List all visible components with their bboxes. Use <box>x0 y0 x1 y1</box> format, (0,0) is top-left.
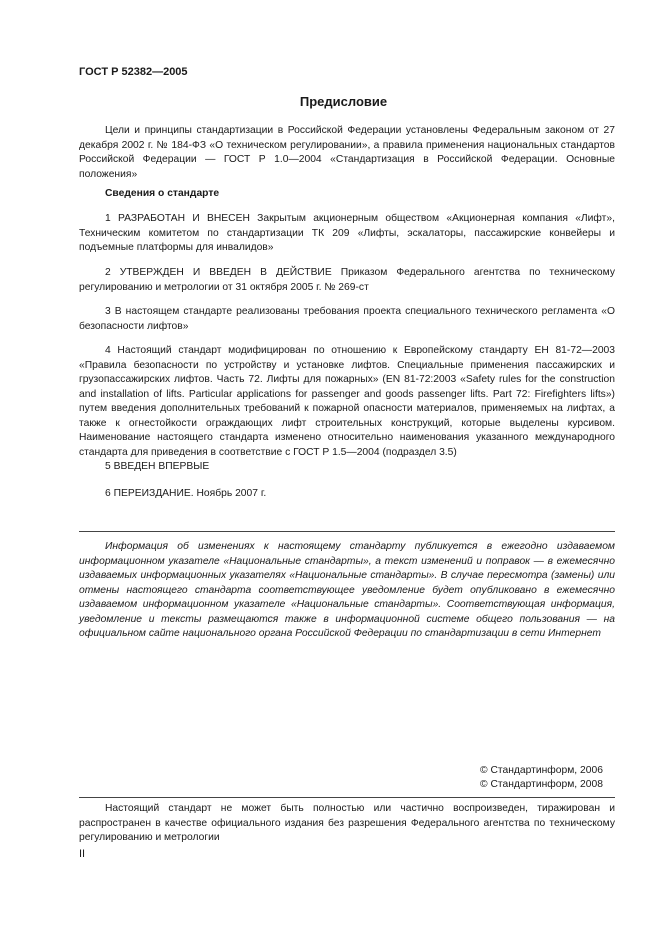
standard-info-heading: Сведения о стандарте <box>105 188 220 199</box>
item-1-developed: 1 РАЗРАБОТАН И ВНЕСЕН Закрытым акционерным обществом «Акционерная компания «Лифт», Техническим комитетом по стандартизации ТК 209 «Лифты, эскалаторы, пассажирские конвейеры и подъемные платформы для инвалидов» <box>79 213 615 253</box>
item-2-approved: 2 УТВЕРЖДЕН И ВВЕДЕН В ДЕЙСТВИЕ Приказом Федерального агентства по техническому регулированию и метрологии от 31 октября 2005 г. № 269-ст <box>79 267 615 293</box>
divider-top <box>79 531 615 532</box>
copyright-2006: © Стандартинформ, 2006 <box>480 765 603 776</box>
item-5-introduced: 5 ВВЕДЕН ВПЕРВЫЕ <box>105 461 210 472</box>
changes-notice: Информация об изменениях к настоящему стандарту публикуется в ежегодно издаваемом информационном указателе «Национальные стандарты», а текст изменений и поправок — в ежемесячно издаваемых информационных указателях «Национальные стандарты». В случае пересмотра (замены) или отмены настоящего стандарта соответствующее уведомление будет опубликовано в ежемесячно издаваемом информационном указателе «Национальные стандарты». Соответствующая информация, уведомление и тексты размещаются также в информационной системе общего пользования — на официальном сайте национального органа Российской Федерации по стандартизации в сети Интернет <box>79 541 615 639</box>
intro-paragraph: Цели и принципы стандартизации в Российской Федерации установлены Федеральным законом от 27 декабря 2002 г. № 184-ФЗ «О техническом регулировании», а правила применения национальных стандартов Российской Федерации — ГОСТ Р 1.0—2004 «Стандартизация в Российской Федерации. Основные положения» <box>79 125 615 180</box>
document-code: ГОСТ Р 52382—2005 <box>79 66 188 78</box>
reproduction-notice: Настоящий стандарт не может быть полностью или частично воспроизведен, тиражирован и распространен в качестве официального издания без разрешения Федерального агентства по техническому регулированию и метрологии <box>79 803 615 843</box>
copyright-2008: © Стандартинформ, 2008 <box>480 779 603 790</box>
item-6-reissue: 6 ПЕРЕИЗДАНИЕ. Ноябрь 2007 г. <box>105 488 267 499</box>
item-3-requirements: 3 В настоящем стандарте реализованы требования проекта специального технического регламента «О безопасности лифтов» <box>79 306 615 332</box>
page-title: Предисловие <box>299 94 388 109</box>
item-4-modified: 4 Настоящий стандарт модифицирован по отношению к Европейскому стандарту ЕН 81-72—2003 «Правила безопасности по устройству и установке лифтов. Специальные применения пассажирских и грузопассажирских лифтов. Часть 72. Лифты для пожарных» (EN 81-72:2003 «Safety rules for the construction and installation of lifts. Particular applications for passenger and goods passenger lifts. Part 72: Firefighters lifts») путем введения дополнительных требований к пожарной опасности материалов, применяемых на лифтах, а также к огнестойкости ограждающих лифт строительных конструкций, которые выделены курсивом. Наименование настоящего стандарта изменено относительно наименования указанного международного стандарта для приведения в соответствие с ГОСТ Р 1.5—2004 (подраздел 3.5) <box>79 345 615 458</box>
page-number: II <box>79 848 86 860</box>
divider-bottom <box>79 797 615 798</box>
